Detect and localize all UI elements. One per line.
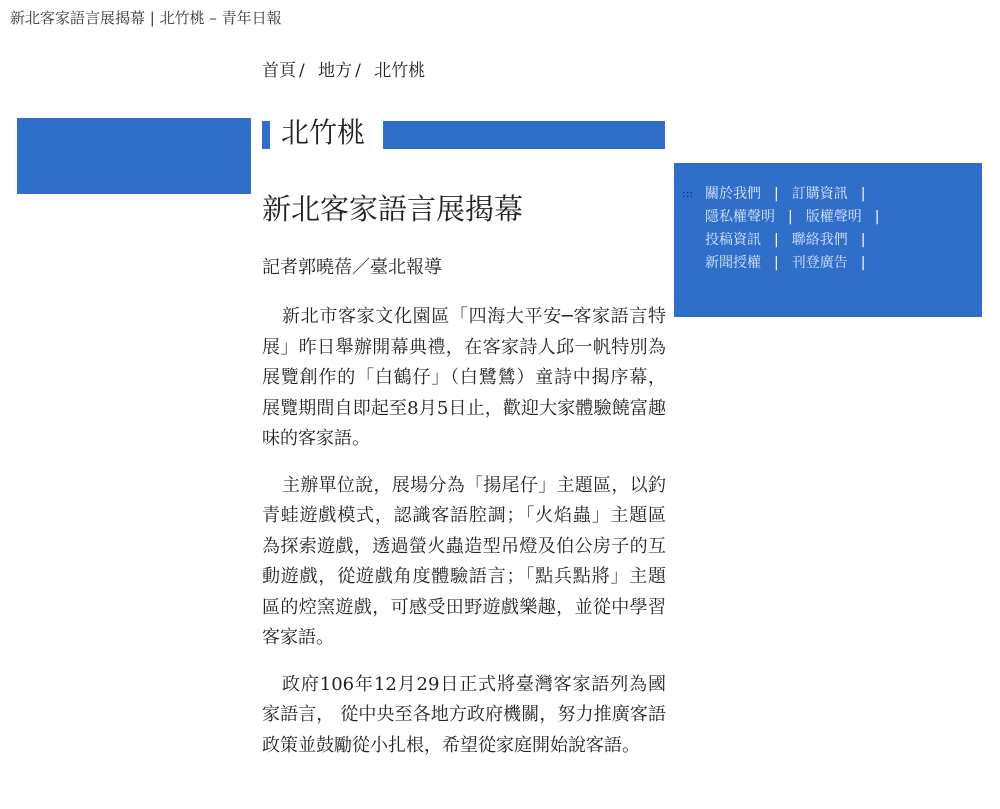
link-separator: | [860, 186, 866, 202]
link-separator: | [774, 255, 779, 271]
side-link-row [705, 183, 892, 206]
news-licensing-link[interactable]: 新聞授權 [705, 255, 761, 271]
breadcrumb-separator: / [299, 61, 305, 81]
document-title: 新北客家語言展揭幕 | 北竹桃 – 青年日報 [10, 9, 282, 27]
submission-info-link[interactable]: 投稿資訊 [705, 232, 761, 248]
side-link-row [705, 206, 892, 229]
contact-us-link[interactable]: 聯絡我們 [791, 232, 848, 248]
link-separator: | [860, 232, 866, 248]
link-separator: | [788, 209, 793, 225]
link-separator: | [774, 186, 779, 202]
link-separator: | [874, 209, 880, 225]
side-link-panel [674, 163, 982, 317]
dots-icon: ::: [682, 187, 694, 200]
breadcrumb [262, 56, 425, 81]
section-bar [383, 121, 665, 149]
article-byline: 記者郭曉蓓／臺北報導 [262, 257, 442, 278]
link-separator: | [774, 232, 779, 248]
subscription-info-link[interactable]: 訂購資訊 [791, 186, 848, 202]
section-title: 北竹桃 [281, 116, 366, 149]
about-us-link[interactable]: 關於我們 [705, 186, 761, 202]
breadcrumb-separator: / [355, 61, 361, 81]
breadcrumb-home-link[interactable]: 首頁 [262, 61, 296, 81]
breadcrumb-section-link[interactable]: 北竹桃 [374, 61, 426, 81]
privacy-policy-link[interactable]: 隱私權聲明 [705, 209, 775, 225]
article-paragraph: 政府106年12月29日正式將臺灣客家語列為國家語言， 從中央至各地方政府機關，努力推廣客語政策並鼓勵從小扎根，希望從家庭開始說客語。 [262, 673, 666, 756]
section-marker [262, 121, 270, 149]
article-paragraph: 新北市客家文化園區「四海大平安─客家語言特展」昨日舉辦開幕典禮，在客家詩人邱一帆特別為展覽創作的「白鶴仔」（白鷺鷥）童詩中揭序幕，展覽期間自即起至8月5日止，歡迎大家體驗饒富趣味的客家語。 [262, 306, 666, 449]
advertising-link[interactable]: 刊登廣告 [791, 255, 848, 271]
side-link-list [705, 183, 892, 275]
article-headline: 新北客家語言展揭幕 [262, 192, 524, 226]
copyright-link[interactable]: 版權聲明 [805, 209, 862, 225]
link-separator: | [860, 255, 866, 271]
article-paragraph: 主辦單位說，展場分為「揚尾仔」主題區，以釣青蛙遊戲模式，認識客語腔調；「火焰蟲」主題區為探索遊戲，透過螢火蟲造型吊燈及伯公房子的互動遊戲，從遊戲角度體驗語言；「點兵點將」主題區的焢窯遊戲，可感受田野遊戲樂趣，並從中學習客家語。 [262, 474, 666, 648]
side-link-row [705, 229, 892, 252]
article-body [262, 302, 666, 777]
left-banner [17, 118, 251, 194]
side-link-row [705, 252, 892, 275]
breadcrumb-local-link[interactable]: 地方 [318, 61, 353, 81]
